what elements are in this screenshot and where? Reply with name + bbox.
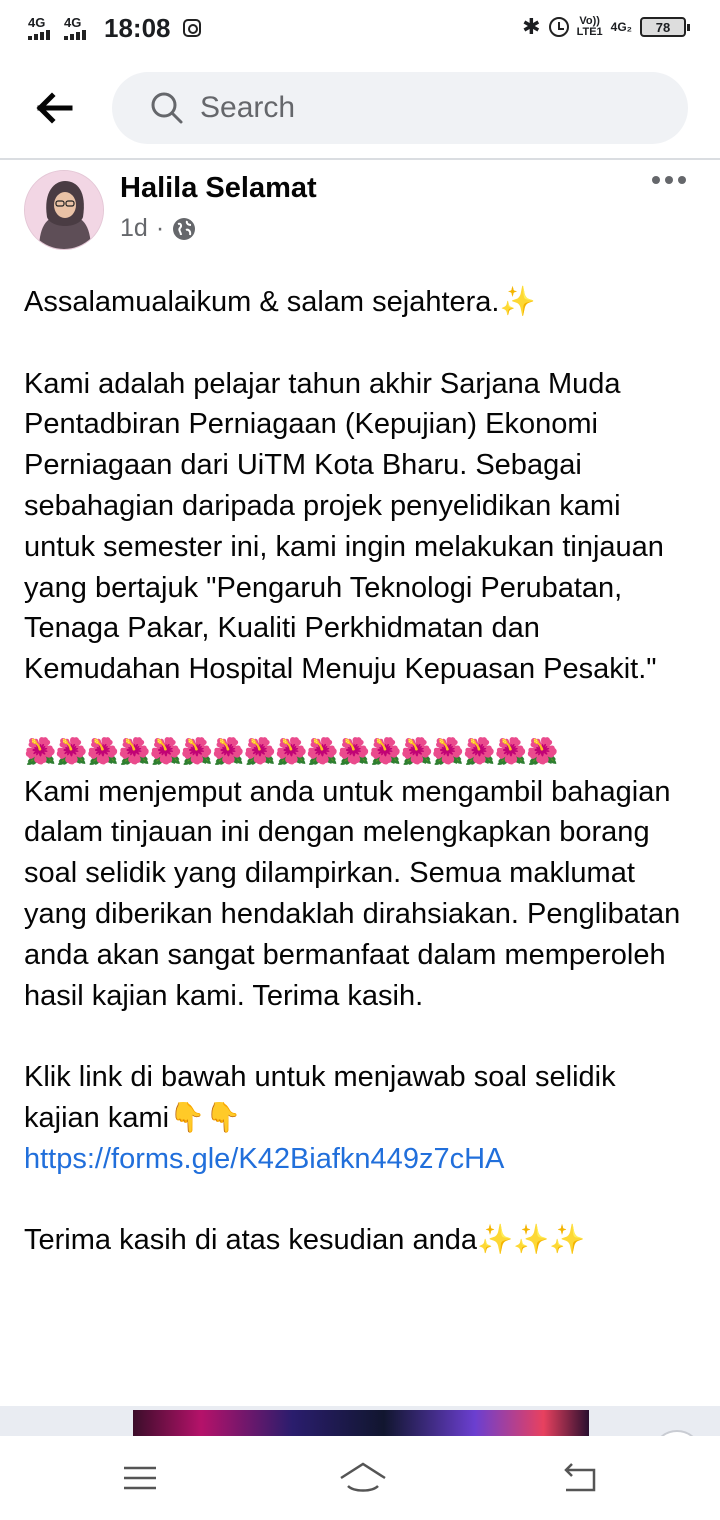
alarm-icon — [549, 17, 569, 37]
post-closing: Terima kasih di atas kesudian anda✨✨✨ — [24, 1224, 586, 1257]
post-author[interactable]: Halila Selamat — [120, 172, 317, 204]
volte-bottom: LTE1 — [576, 26, 603, 38]
attachment-preview[interactable] — [0, 1406, 720, 1436]
post-cta: Klik link di bawah untuk menjawab soal selidik kajian kami👇👇 — [24, 1061, 616, 1134]
more-options-icon[interactable] — [652, 176, 686, 184]
signal-label: 4G — [64, 15, 82, 30]
recent-apps-button[interactable] — [118, 1458, 162, 1498]
globe-icon — [172, 217, 196, 241]
status-right — [522, 14, 686, 40]
post-paragraph-2: Kami menjemput anda untuk mengambil bahagian dalam tinjauan ini dengan melengkapkan borang soal selidik yang dilampirkan. Semua maklumat yang diberikan hendaklah dirahsiakan. Penglibatan anda akan sangat bermanfaat dalam memperoleh hasil kajian kami. Terima kasih. — [24, 775, 681, 1012]
avatar[interactable] — [24, 170, 104, 250]
back-icon — [558, 1458, 602, 1498]
survey-link[interactable]: https://forms.gle/K42Biafkn449z7cHA — [24, 1142, 505, 1175]
battery-icon — [640, 17, 686, 37]
volte-indicator — [577, 16, 603, 38]
status-left — [28, 13, 201, 44]
profile-picture — [25, 171, 104, 250]
post-meta — [120, 214, 196, 243]
back-button[interactable] — [30, 90, 80, 126]
meta-separator: · — [155, 214, 165, 242]
network-indicator: 4G₂ — [610, 20, 632, 34]
search-icon — [150, 91, 184, 125]
post-greeting: Assalamualaikum & salam sejahtera.✨ — [24, 286, 536, 318]
menu-icon — [118, 1458, 162, 1498]
battery-level: 78 — [655, 19, 671, 35]
back-nav-button[interactable] — [558, 1458, 602, 1498]
home-button[interactable] — [338, 1458, 382, 1498]
signal-label: 4G — [28, 15, 46, 30]
back-arrow-icon — [30, 90, 80, 126]
top-header — [0, 72, 720, 144]
post-time[interactable]: 1d — [120, 214, 148, 242]
signal-icon — [28, 16, 54, 40]
post-paragraph-1: Kami adalah pelajar tahun akhir Sarjana Muda Pentadbiran Perniagaan (Kepujian) Ekonomi Perniagaan dari UiTM Kota Bharu. Sebagai sebahagian daripada projek penyelidikan kami untuk semester ini, kami ingin melakukan tinjauan yang bertajuk "Pengaruh Teknologi Perubatan, Tenaga Pakar, Kualiti Perkhidmatan dan Kemudahan Hospital Menuju Kepuasan Pesakit." — [24, 367, 664, 686]
flower-emoji-row: 🌺🌺🌺🌺🌺🌺🌺🌺🌺🌺🌺🌺🌺🌺🌺🌺🌺 — [24, 735, 558, 766]
search-input[interactable] — [200, 91, 660, 125]
instagram-icon — [183, 19, 201, 37]
attachment-image[interactable] — [133, 1410, 589, 1436]
home-icon — [338, 1458, 388, 1498]
clock: 18:08 — [104, 12, 171, 43]
signal-icon — [64, 16, 90, 40]
post-body — [24, 282, 696, 1261]
bluetooth-icon: ✱ — [522, 14, 541, 39]
search-bar[interactable] — [112, 72, 688, 144]
header-divider — [0, 158, 720, 160]
system-nav-bar — [0, 1436, 720, 1520]
volte-top: Vo)) — [579, 15, 600, 27]
status-bar — [0, 0, 720, 56]
